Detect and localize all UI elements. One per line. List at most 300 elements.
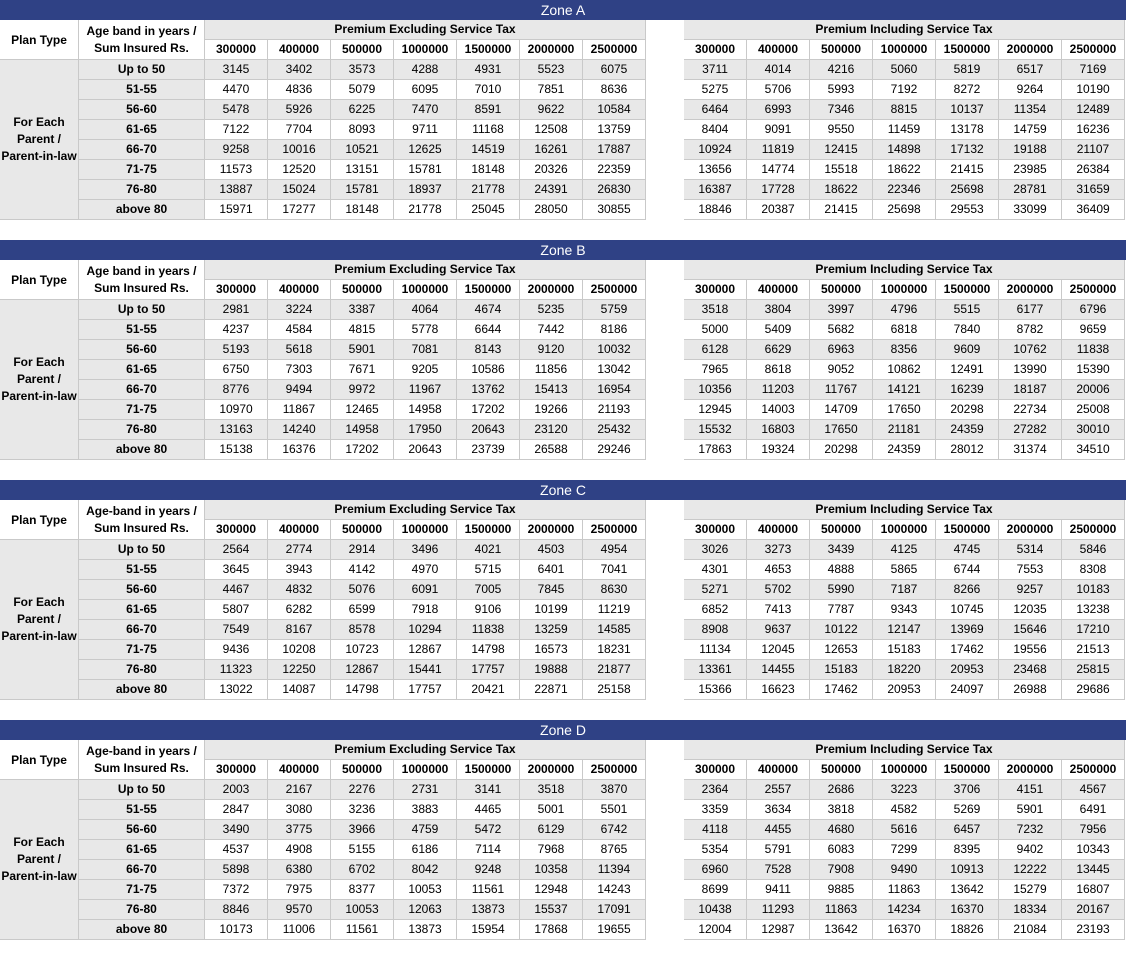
age-band-label: 61-65 [79, 360, 205, 380]
premium-excl-cell: 6401 [520, 560, 583, 580]
premium-incl-cell: 5846 [1062, 540, 1125, 560]
premium-incl-cell: 13178 [936, 120, 999, 140]
premium-incl-cell: 7299 [873, 840, 936, 860]
premium-excl-cell: 13873 [394, 920, 457, 940]
premium-incl-cell: 10745 [936, 600, 999, 620]
premium-incl-cell: 9659 [1062, 320, 1125, 340]
premium-incl-cell: 8266 [936, 580, 999, 600]
premium-incl-cell: 3273 [747, 540, 810, 560]
premium-incl-cell: 11134 [684, 640, 747, 660]
premium-incl-cell: 12987 [747, 920, 810, 940]
premium-incl-cell: 8395 [936, 840, 999, 860]
premium-incl-cell: 20953 [873, 680, 936, 700]
premium-incl-cell: 5409 [747, 320, 810, 340]
plan-type-header: Plan Type [0, 20, 79, 60]
premium-excl-cell: 8093 [331, 120, 394, 140]
age-band-header [79, 740, 205, 780]
premium-incl-cell: 4582 [873, 800, 936, 820]
premium-incl-cell: 6960 [684, 860, 747, 880]
sum-insured-header: 1500000 [457, 40, 520, 60]
premium-incl-cell: 22734 [999, 400, 1062, 420]
premium-incl-cell: 25698 [936, 180, 999, 200]
sum-insured-header: 500000 [810, 40, 873, 60]
premium-incl-cell: 14003 [747, 400, 810, 420]
premium-excl-cell: 14958 [331, 420, 394, 440]
premium-excl-cell: 4288 [394, 60, 457, 80]
sum-insured-header: 400000 [268, 760, 331, 780]
premium-incl-cell: 6491 [1062, 800, 1125, 820]
premium-excl-cell: 11561 [457, 880, 520, 900]
premium-excl-cell: 11561 [331, 920, 394, 940]
age-band-label: 66-70 [79, 140, 205, 160]
premium-incl-cell: 31374 [999, 440, 1062, 460]
premium-incl-cell: 21513 [1062, 640, 1125, 660]
premium-excl-cell: 5235 [520, 300, 583, 320]
premium-excl-cell: 12465 [331, 400, 394, 420]
premium-incl-cell: 3706 [936, 780, 999, 800]
age-band-label: above 80 [79, 920, 205, 940]
sum-insured-header: 300000 [205, 280, 268, 300]
age-band-label: 71-75 [79, 880, 205, 900]
premium-excl-cell: 3402 [268, 60, 331, 80]
sum-insured-header: 500000 [331, 760, 394, 780]
premium-incl-cell: 10190 [1062, 80, 1125, 100]
premium-incl-cell: 26988 [999, 680, 1062, 700]
premium-incl-cell: 7528 [747, 860, 810, 880]
premium-excl-cell: 10970 [205, 400, 268, 420]
premium-excl-cell: 10586 [457, 360, 520, 380]
premium-incl-cell: 9402 [999, 840, 1062, 860]
premium-incl-cell: 8308 [1062, 560, 1125, 580]
premium-excl-cell: 17757 [394, 680, 457, 700]
premium-incl-cell: 12945 [684, 400, 747, 420]
premium-incl-cell: 3026 [684, 540, 747, 560]
premium-incl-cell: 24359 [936, 420, 999, 440]
premium-incl-cell: 3818 [810, 800, 873, 820]
premium-excl-cell: 13042 [583, 360, 646, 380]
premium-incl-cell: 11203 [747, 380, 810, 400]
premium-incl-cell: 5000 [684, 320, 747, 340]
premium-incl-cell: 5901 [999, 800, 1062, 820]
sum-insured-header: 1500000 [457, 280, 520, 300]
premium-excl-cell: 4467 [205, 580, 268, 600]
premium-excl-cell: 11838 [457, 620, 520, 640]
premium-excl-cell: 9258 [205, 140, 268, 160]
age-band-label: 66-70 [79, 620, 205, 640]
premium-excl-cell: 7845 [520, 580, 583, 600]
premium-incl-cell: 7908 [810, 860, 873, 880]
premium-excl-cell: 10199 [520, 600, 583, 620]
premium-incl-cell: 9091 [747, 120, 810, 140]
premium-incl-cell: 13642 [810, 920, 873, 940]
plan-type-value [0, 300, 79, 460]
premium-excl-cell: 15781 [394, 160, 457, 180]
premium-excl-cell: 17868 [520, 920, 583, 940]
premium-incl-cell: 6517 [999, 60, 1062, 80]
premium-excl-cell: 8186 [583, 320, 646, 340]
premium-excl-cell: 5898 [205, 860, 268, 880]
premium-incl-cell: 9343 [873, 600, 936, 620]
premium-excl-cell: 3775 [268, 820, 331, 840]
premium-excl-cell: 4832 [268, 580, 331, 600]
premium-excl-cell: 11867 [268, 400, 331, 420]
premium-excl-cell: 9106 [457, 600, 520, 620]
premium-excl-cell: 3645 [205, 560, 268, 580]
sum-insured-header: 400000 [747, 520, 810, 540]
premium-excl-cell: 17757 [457, 660, 520, 680]
premium-excl-cell: 6702 [331, 860, 394, 880]
age-band-label: 71-75 [79, 640, 205, 660]
premium-incl-cell: 11819 [747, 140, 810, 160]
premium-excl-cell: 26830 [583, 180, 646, 200]
sum-insured-header: 400000 [268, 520, 331, 540]
sum-insured-header: 300000 [205, 40, 268, 60]
premium-incl-cell: 26384 [1062, 160, 1125, 180]
premium-excl-cell: 6644 [457, 320, 520, 340]
premium-incl-cell: 5269 [936, 800, 999, 820]
premium-incl-cell: 18622 [810, 180, 873, 200]
premium-excl-cell: 12508 [520, 120, 583, 140]
premium-excl-cell: 2276 [331, 780, 394, 800]
premium-incl-cell: 4125 [873, 540, 936, 560]
premium-excl-cell: 29246 [583, 440, 646, 460]
premium-excl-cell: 26588 [520, 440, 583, 460]
premium-excl-cell: 21778 [457, 180, 520, 200]
premium-incl-cell: 11863 [873, 880, 936, 900]
premium-incl-cell: 8908 [684, 620, 747, 640]
age-band-label: 71-75 [79, 400, 205, 420]
premium-excl-cell: 20643 [457, 420, 520, 440]
age-band-label: Up to 50 [79, 60, 205, 80]
premium-incl-cell: 3997 [810, 300, 873, 320]
premium-excl-cell: 10173 [205, 920, 268, 940]
premium-incl-cell: 16807 [1062, 880, 1125, 900]
premium-excl-cell: 11573 [205, 160, 268, 180]
premium-incl-cell: 4151 [999, 780, 1062, 800]
premium-excl-cell: 3518 [520, 780, 583, 800]
plan-type-value-line: Parent / [16, 132, 61, 146]
premium-incl-cell: 20006 [1062, 380, 1125, 400]
premium-excl-cell: 7005 [457, 580, 520, 600]
premium-incl-cell: 14898 [873, 140, 936, 160]
premium-excl-cell: 14798 [331, 680, 394, 700]
premium-excl-cell: 7975 [268, 880, 331, 900]
premium-excl-cell: 8636 [583, 80, 646, 100]
premium-excl-cell: 13887 [205, 180, 268, 200]
premium-incl-cell: 21415 [810, 200, 873, 220]
premium-incl-cell: 16370 [873, 920, 936, 940]
premium-incl-cell: 9264 [999, 80, 1062, 100]
premium-incl-cell: 6629 [747, 340, 810, 360]
sum-insured-header: 2500000 [583, 520, 646, 540]
premium-excl-cell: 4503 [520, 540, 583, 560]
premium-excl-cell: 11323 [205, 660, 268, 680]
premium-incl-cell: 6963 [810, 340, 873, 360]
premium-excl-cell: 7041 [583, 560, 646, 580]
premium-excl-cell: 5472 [457, 820, 520, 840]
sum-insured-header: 1000000 [873, 760, 936, 780]
plan-type-value-line: Parent / [16, 372, 61, 386]
premium-excl-cell: 7470 [394, 100, 457, 120]
premium-incl-cell: 16803 [747, 420, 810, 440]
premium-incl-cell: 14121 [873, 380, 936, 400]
premium-incl-cell: 8699 [684, 880, 747, 900]
premium-incl-cell: 8404 [684, 120, 747, 140]
premium-excluding-header: Premium Excluding Service Tax [205, 500, 646, 520]
premium-excl-cell: 14585 [583, 620, 646, 640]
sum-insured-header: 1500000 [936, 280, 999, 300]
premium-incl-cell: 30010 [1062, 420, 1125, 440]
premium-excl-cell: 22871 [520, 680, 583, 700]
sum-insured-header: 500000 [810, 760, 873, 780]
premium-excl-cell: 2914 [331, 540, 394, 560]
premium-excl-cell: 7081 [394, 340, 457, 360]
premium-incl-cell: 7169 [1062, 60, 1125, 80]
premium-incl-cell: 9257 [999, 580, 1062, 600]
premium-excl-cell: 5778 [394, 320, 457, 340]
premium-incl-cell: 6744 [936, 560, 999, 580]
premium-incl-cell: 11354 [999, 100, 1062, 120]
premium-incl-cell: 9550 [810, 120, 873, 140]
premium-excl-cell: 7968 [520, 840, 583, 860]
premium-incl-cell: 5354 [684, 840, 747, 860]
premium-excl-cell: 10053 [331, 900, 394, 920]
sum-insured-header: 300000 [684, 520, 747, 540]
sum-insured-header: 1500000 [936, 40, 999, 60]
premium-excl-cell: 24391 [520, 180, 583, 200]
premium-excl-cell: 17950 [394, 420, 457, 440]
sum-insured-header: 2000000 [520, 520, 583, 540]
premium-excl-cell: 4908 [268, 840, 331, 860]
premium-excl-cell: 3145 [205, 60, 268, 80]
premium-excl-cell: 12250 [268, 660, 331, 680]
premium-incl-cell: 12222 [999, 860, 1062, 880]
premium-excl-cell: 3387 [331, 300, 394, 320]
age-band-label: 61-65 [79, 600, 205, 620]
premium-excl-cell: 17202 [331, 440, 394, 460]
premium-excl-cell: 7851 [520, 80, 583, 100]
premium-incl-cell: 9609 [936, 340, 999, 360]
age-band-header [79, 500, 205, 540]
premium-incl-cell: 34510 [1062, 440, 1125, 460]
premium-incl-cell: 27282 [999, 420, 1062, 440]
premium-excl-cell: 4759 [394, 820, 457, 840]
premium-excl-cell: 8143 [457, 340, 520, 360]
premium-excl-cell: 10723 [331, 640, 394, 660]
premium-excl-cell: 9436 [205, 640, 268, 660]
premium-excl-cell: 4970 [394, 560, 457, 580]
premium-incl-cell: 4014 [747, 60, 810, 80]
premium-incl-cell: 5275 [684, 80, 747, 100]
premium-incl-cell: 14709 [810, 400, 873, 420]
premium-incl-cell: 2686 [810, 780, 873, 800]
premium-incl-cell: 22346 [873, 180, 936, 200]
premium-excl-cell: 6599 [331, 600, 394, 620]
premium-incl-cell: 12147 [873, 620, 936, 640]
premium-excl-cell: 7549 [205, 620, 268, 640]
sum-insured-header: 300000 [684, 760, 747, 780]
premium-incl-cell: 2364 [684, 780, 747, 800]
premium-incl-cell: 15279 [999, 880, 1062, 900]
premium-excl-cell: 7671 [331, 360, 394, 380]
premium-excl-cell: 9120 [520, 340, 583, 360]
premium-excl-cell: 19266 [520, 400, 583, 420]
premium-excluding-header: Premium Excluding Service Tax [205, 20, 646, 40]
premium-excl-cell: 22359 [583, 160, 646, 180]
premium-incl-cell: 21415 [936, 160, 999, 180]
zone-title: Zone C [0, 480, 1126, 500]
premium-excl-cell: 15024 [268, 180, 331, 200]
premium-incl-cell: 6852 [684, 600, 747, 620]
premium-incl-cell: 14759 [999, 120, 1062, 140]
age-band-label: 76-80 [79, 180, 205, 200]
premium-incl-cell: 6818 [873, 320, 936, 340]
premium-excl-cell: 8377 [331, 880, 394, 900]
premium-incl-cell: 10762 [999, 340, 1062, 360]
premium-incl-cell: 4888 [810, 560, 873, 580]
premium-incl-cell: 15366 [684, 680, 747, 700]
premium-incl-cell: 3634 [747, 800, 810, 820]
premium-excl-cell: 13163 [205, 420, 268, 440]
premium-excl-cell: 13759 [583, 120, 646, 140]
age-band-label: 76-80 [79, 900, 205, 920]
premium-excl-cell: 6075 [583, 60, 646, 80]
premium-excl-cell: 6225 [331, 100, 394, 120]
sum-insured-header: 1000000 [394, 760, 457, 780]
zone-zone-b-table [0, 240, 1126, 480]
premium-incl-cell: 17210 [1062, 620, 1125, 640]
premium-incl-cell: 7232 [999, 820, 1062, 840]
premium-excl-cell: 19655 [583, 920, 646, 940]
premium-incl-cell: 11863 [810, 900, 873, 920]
age-band-label: above 80 [79, 680, 205, 700]
premium-incl-cell: 3223 [873, 780, 936, 800]
premium-excl-cell: 2167 [268, 780, 331, 800]
premium-excl-cell: 18148 [457, 160, 520, 180]
premium-incl-cell: 8618 [747, 360, 810, 380]
premium-excl-cell: 3496 [394, 540, 457, 560]
premium-excl-cell: 6095 [394, 80, 457, 100]
premium-incl-cell: 13656 [684, 160, 747, 180]
premium-incl-cell: 25815 [1062, 660, 1125, 680]
premium-incl-cell: 29553 [936, 200, 999, 220]
premium-excl-cell: 7303 [268, 360, 331, 380]
age-band-label: 56-60 [79, 100, 205, 120]
plan-type-value [0, 780, 79, 940]
premium-excl-cell: 8776 [205, 380, 268, 400]
premium-excl-cell: 7704 [268, 120, 331, 140]
premium-excl-cell: 13022 [205, 680, 268, 700]
premium-incl-cell: 12045 [747, 640, 810, 660]
plan-type-value-line: Parent-in-law [1, 389, 77, 403]
premium-incl-cell: 5706 [747, 80, 810, 100]
premium-excl-cell: 14087 [268, 680, 331, 700]
age-band-header [79, 260, 205, 300]
premium-excl-cell: 5715 [457, 560, 520, 580]
premium-excl-cell: 7114 [457, 840, 520, 860]
premium-excl-cell: 15413 [520, 380, 583, 400]
premium-excl-cell: 3883 [394, 800, 457, 820]
premium-excl-cell: 3943 [268, 560, 331, 580]
premium-incl-cell: 13445 [1062, 860, 1125, 880]
premium-incl-cell: 24359 [873, 440, 936, 460]
sum-insured-header: 400000 [747, 760, 810, 780]
premium-excl-cell: 9248 [457, 860, 520, 880]
plan-type-value-line: Parent / [16, 612, 61, 626]
sum-insured-header: 2500000 [583, 280, 646, 300]
premium-excl-cell: 12867 [331, 660, 394, 680]
age-band-label: 66-70 [79, 380, 205, 400]
premium-excl-cell: 11168 [457, 120, 520, 140]
premium-incl-cell: 18622 [873, 160, 936, 180]
premium-incl-cell: 14234 [873, 900, 936, 920]
premium-excl-cell: 3224 [268, 300, 331, 320]
premium-incl-cell: 12035 [999, 600, 1062, 620]
premium-incl-cell: 3804 [747, 300, 810, 320]
sum-insured-header: 1000000 [873, 520, 936, 540]
plan-type-value-line: For Each [13, 115, 65, 129]
premium-excluding-header: Premium Excluding Service Tax [205, 740, 646, 760]
premium-incl-cell: 36409 [1062, 200, 1125, 220]
premium-excl-cell: 5618 [268, 340, 331, 360]
sum-insured-header: 300000 [205, 760, 268, 780]
premium-excl-cell: 15138 [205, 440, 268, 460]
premium-excl-cell: 6091 [394, 580, 457, 600]
premium-incl-cell: 10913 [936, 860, 999, 880]
age-band-header-line: Sum Insured Rs. [94, 40, 189, 55]
premium-incl-cell: 3359 [684, 800, 747, 820]
premium-incl-cell: 5060 [873, 60, 936, 80]
premium-incl-cell: 10122 [810, 620, 873, 640]
premium-incl-cell: 4745 [936, 540, 999, 560]
premium-incl-cell: 17650 [810, 420, 873, 440]
premium-incl-cell: 5702 [747, 580, 810, 600]
premium-incl-cell: 12004 [684, 920, 747, 940]
premium-incl-cell: 5865 [873, 560, 936, 580]
premium-incl-cell: 17863 [684, 440, 747, 460]
premium-excl-cell: 5501 [583, 800, 646, 820]
sum-insured-header: 2500000 [583, 760, 646, 780]
age-band-header [79, 20, 205, 60]
premium-excl-cell: 8846 [205, 900, 268, 920]
zone-title: Zone D [0, 720, 1126, 740]
premium-including-header: Premium Including Service Tax [684, 740, 1125, 760]
premium-incl-cell: 4653 [747, 560, 810, 580]
premium-incl-cell: 6464 [684, 100, 747, 120]
premium-incl-cell: 5791 [747, 840, 810, 860]
premium-excl-cell: 10208 [268, 640, 331, 660]
premium-incl-cell: 8356 [873, 340, 936, 360]
plan-type-header: Plan Type [0, 260, 79, 300]
premium-incl-cell: 4455 [747, 820, 810, 840]
premium-incl-cell: 18220 [873, 660, 936, 680]
premium-excl-cell: 5155 [331, 840, 394, 860]
sum-insured-header: 400000 [747, 280, 810, 300]
premium-incl-cell: 4118 [684, 820, 747, 840]
premium-incl-cell: 7187 [873, 580, 936, 600]
premium-including-header: Premium Including Service Tax [684, 500, 1125, 520]
premium-incl-cell: 20298 [810, 440, 873, 460]
premium-excl-cell: 15441 [394, 660, 457, 680]
age-band-label: above 80 [79, 440, 205, 460]
premium-excl-cell: 20421 [457, 680, 520, 700]
premium-excl-cell: 18937 [394, 180, 457, 200]
premium-incl-cell: 15390 [1062, 360, 1125, 380]
age-band-label: above 80 [79, 200, 205, 220]
premium-incl-cell: 6128 [684, 340, 747, 360]
plan-type-value-line: Parent-in-law [1, 149, 77, 163]
plan-type-value-line: For Each [13, 595, 65, 609]
